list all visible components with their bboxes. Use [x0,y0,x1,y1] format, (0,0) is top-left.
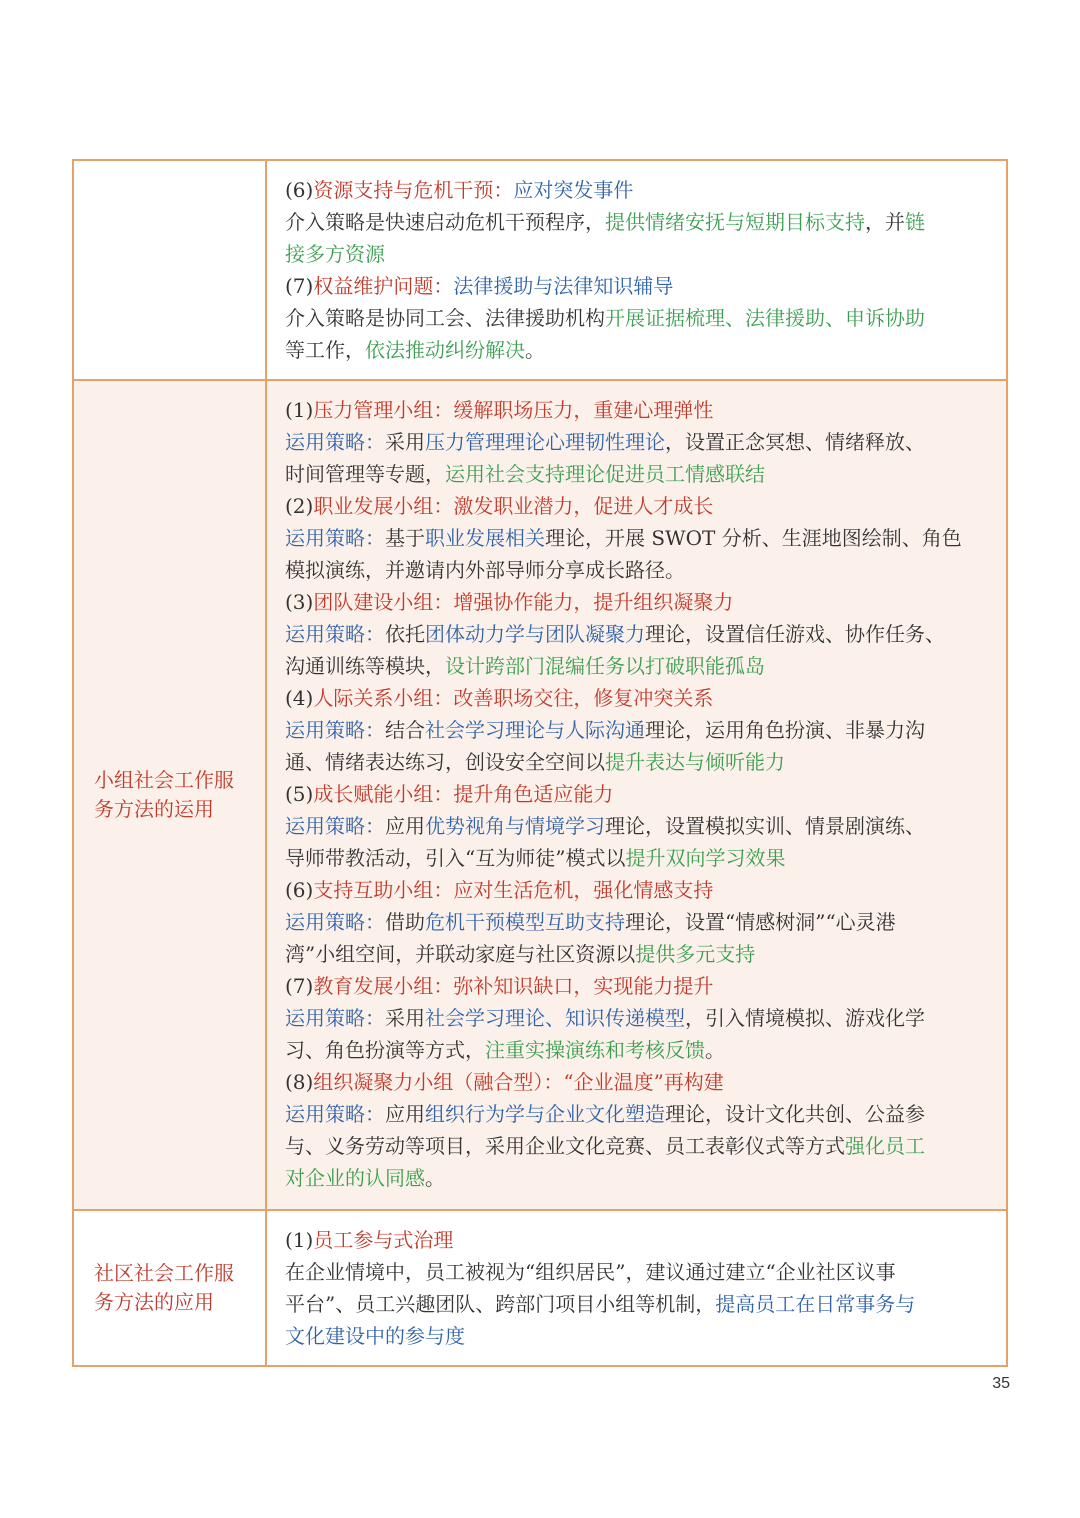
text-segment: 采用 [385,1006,425,1030]
text-line [285,554,990,586]
text-line [285,426,990,458]
text-segment: 危机干预模型互助支持 [425,910,625,934]
text-segment: 结合 [385,718,425,742]
row-label-cell [74,161,267,379]
text-segment: 组织行为学与企业文化塑造 [425,1102,665,1126]
text-segment: 设计跨部门混编任务以打破职能孤岛 [445,654,765,678]
text-line [285,970,990,1002]
text-segment: 与、义务劳动等项目，采用企业文化竞赛、员工表彰仪式等方式 [285,1134,845,1158]
text-segment: 提高员工在日常事务与 [715,1292,916,1316]
text-segment: 模拟演练，并邀请内外部导师分享成长路径。 [285,558,685,582]
text-segment: 平台”、员工兴趣团队、跨部门项目小组等机制， [285,1292,716,1316]
text-segment: 时间管理等专题， [285,462,445,486]
page-number: 35 [992,1375,1010,1392]
text-segment: 运用策略： [285,718,385,742]
text-segment: 在企业情境中，员工被视为“组织居民”，建议通过建立“企业社区议事 [285,1260,896,1284]
text-segment: ，设置正念冥想、情绪释放、 [665,430,925,454]
text-segment: 运用策略： [285,526,385,550]
text-segment: 等工作， [285,338,365,362]
text-line [285,1162,990,1194]
text-line [285,302,990,334]
text-segment: 运用策略： [285,814,385,838]
text-line [285,746,990,778]
text-segment: 提供情绪安抚与短期目标支持 [605,210,865,234]
text-segment: 导师带教活动，引入“互为师徒”模式以 [285,846,626,870]
row-label-cell [74,381,267,1209]
text-segment: 员工参与式治理 [313,1228,454,1252]
text-segment: 职业发展小组：激发职业潜力，促进人才成长 [313,494,714,518]
text-segment: 社会学习理论、知识传递模型 [425,1006,685,1030]
text-segment: 权益维护问题： [313,274,454,298]
text-segment: 优势视角与情境学习 [425,814,605,838]
text-segment: 运用策略： [285,1102,385,1126]
text-line [285,1098,990,1130]
text-line [285,938,990,970]
row-content-cell [267,381,1006,1209]
text-line [285,1066,990,1098]
text-segment: 依托 [385,622,425,646]
text-segment: (4) [285,686,314,710]
text-segment: 压力管理小组：缓解职场压力，重建心理弹性 [313,398,714,422]
table-row-crisis-rights [74,161,1006,379]
text-segment: 运用社会支持理论促进员工情感联结 [445,462,765,486]
text-line [285,810,990,842]
row-content-cell [267,161,1006,379]
text-segment: 采用 [385,430,425,454]
text-line [285,586,990,618]
text-segment: 沟通训练等模块， [285,654,445,678]
text-line [285,1224,990,1256]
text-segment: 职业发展相关 [425,526,545,550]
text-line [285,270,990,302]
text-segment: 应对突发事件 [513,178,634,202]
text-line [285,650,990,682]
text-segment: 基于 [385,526,425,550]
text-segment: 运用策略： [285,430,385,454]
text-segment: ，并 [865,210,905,234]
text-segment: 组织凝聚力小组（融合型）：“企业温度”再构建 [313,1070,724,1094]
text-segment: 介入策略是快速启动危机干预程序， [285,210,605,234]
text-segment: 依法推动纠纷解决 [365,338,525,362]
text-segment: 理论，设置“情感树洞”“心灵港 [625,910,896,934]
text-segment: 人际关系小组：改善职场交往，修复冲突关系 [313,686,714,710]
text-segment: 应用 [385,1102,425,1126]
text-segment: 团体动力学与团队凝聚力 [425,622,645,646]
text-segment: 介入策略是协同工会、法律援助机构 [285,306,605,330]
table-row-group-work [74,379,1006,1209]
text-segment: 理论，运用角色扮演、非暴力沟 [645,718,925,742]
text-segment: 压力管理理论心理韧性理论 [425,430,665,454]
text-line [285,1002,990,1034]
row-content-cell [267,1211,1006,1365]
text-segment: 链 [905,210,925,234]
text-line [285,1130,990,1162]
text-segment: (8) [285,1070,314,1094]
text-segment: 成长赋能小组：提升角色适应能力 [313,782,614,806]
row-label: 社区社会工作服务方法的应用 [94,1261,234,1314]
text-segment: 提升双向学习效果 [625,846,786,870]
text-line [285,490,990,522]
text-segment: (3) [285,590,314,614]
text-segment: 团队建设小组：增强协作能力，提升组织凝聚力 [313,590,734,614]
text-segment: 习、角色扮演等方式， [285,1038,485,1062]
text-segment: 湾”小组空间，并联动家庭与社区资源以 [285,942,636,966]
text-segment: 。 [705,1038,725,1062]
text-segment: 应用 [385,814,425,838]
text-line [285,842,990,874]
text-segment: ，引入情境模拟、游戏化学 [685,1006,925,1030]
text-segment: 。 [425,1166,445,1190]
text-segment: 教育发展小组：弥补知识缺口，实现能力提升 [313,974,714,998]
text-segment: 通、情绪表达练习，创设安全空间以 [285,750,605,774]
text-segment: 理论，设置模拟实训、情景剧演练、 [605,814,925,838]
text-segment: 注重实操演练和考核反馈 [485,1038,705,1062]
text-segment: 理论，开展 SWOT 分析、生涯地图绘制、角色 [545,526,962,550]
text-segment: 支持互助小组：应对生活危机，强化情感支持 [313,878,714,902]
text-segment: 强化员工 [845,1134,925,1158]
text-segment: (1) [285,398,314,422]
text-segment: 运用策略： [285,910,385,934]
text-line [285,714,990,746]
text-segment: (6) [285,878,314,902]
text-segment: 。 [525,338,545,362]
text-segment: (2) [285,494,314,518]
text-line [285,238,990,270]
text-segment: 理论，设计文化共创、公益参 [665,1102,925,1126]
text-segment: (6) [285,178,314,202]
content-table [72,159,1008,1367]
text-line [285,906,990,938]
text-line [285,1256,990,1288]
text-segment: 文化建设中的参与度 [285,1324,465,1348]
text-line [285,1288,990,1320]
text-segment: 社会学习理论与人际沟通 [425,718,645,742]
text-segment: 资源支持与危机干预： [313,178,514,202]
text-segment: 借助 [385,910,425,934]
row-label: 小组社会工作服务方法的运用 [94,768,234,821]
text-segment: 提升表达与倾听能力 [605,750,785,774]
text-segment: 提供多元支持 [635,942,756,966]
text-line [285,1320,990,1352]
text-line [285,334,990,366]
text-line [285,874,990,906]
text-segment: 法律援助与法律知识辅导 [453,274,674,298]
text-segment: 开展证据梳理、法律援助、申诉协助 [605,306,925,330]
text-line [285,682,990,714]
text-segment: (7) [285,274,314,298]
table-row-community-work [74,1209,1006,1365]
text-segment: (5) [285,782,314,806]
text-line [285,618,990,650]
text-line [285,1034,990,1066]
row-label-cell [74,1211,267,1365]
text-segment: 对企业的认同感 [285,1166,425,1190]
text-line [285,458,990,490]
text-line [285,174,990,206]
text-segment: (7) [285,974,314,998]
text-line [285,206,990,238]
text-segment: 运用策略： [285,622,385,646]
text-line [285,522,990,554]
text-line [285,394,990,426]
text-segment: 运用策略： [285,1006,385,1030]
text-segment: 理论，设置信任游戏、协作任务、 [645,622,945,646]
text-segment: (1) [285,1228,314,1252]
text-line [285,778,990,810]
text-segment: 接多方资源 [285,242,385,266]
